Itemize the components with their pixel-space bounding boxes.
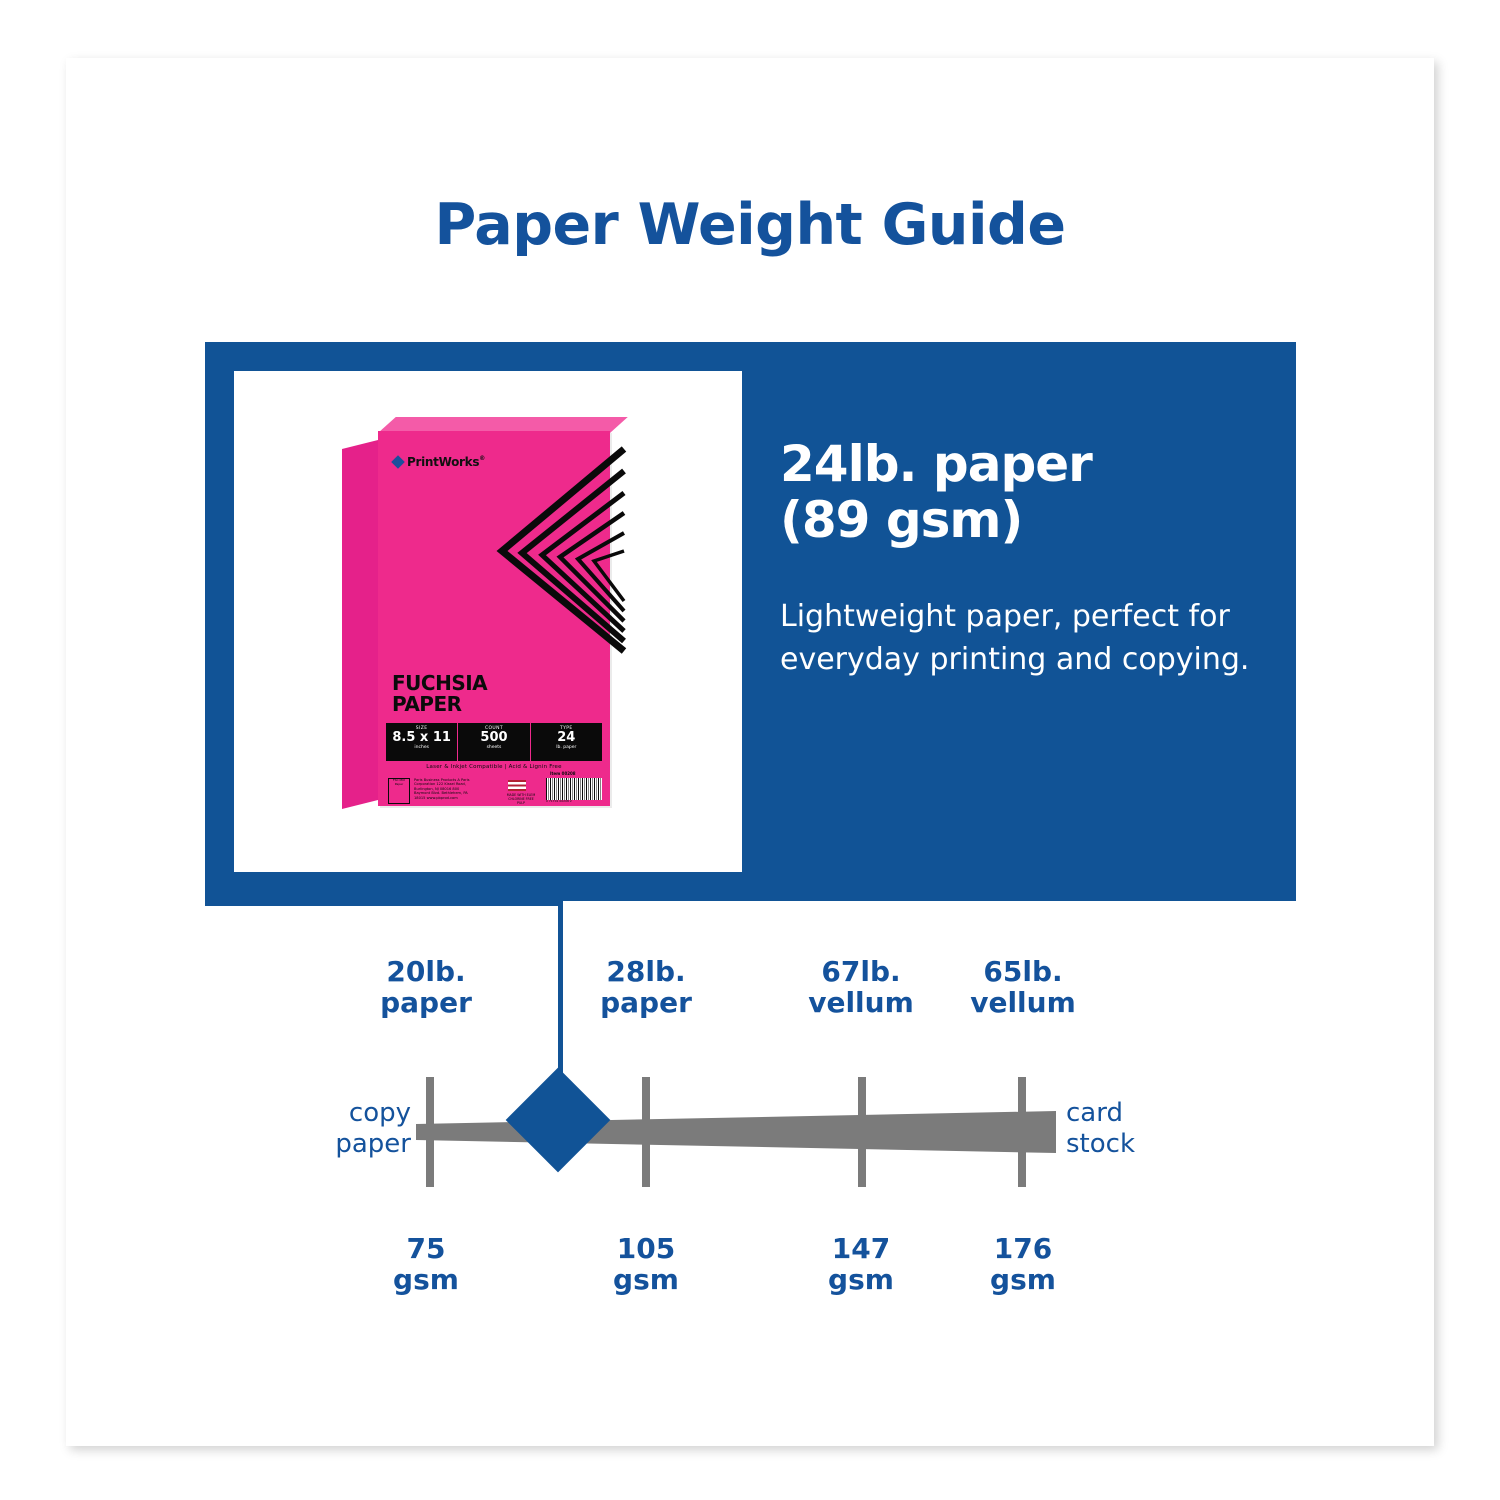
page-title: Paper Weight Guide <box>434 192 1066 258</box>
scale-gsm-176: 176 gsm <box>990 1232 1056 1297</box>
scale-right-label: card stock <box>1066 1098 1135 1160</box>
product-spec-bar <box>386 723 602 761</box>
hero-weight: 24lb. paper (89 gsm) <box>780 435 1092 549</box>
fsc-logo: FSC MIX Paper <box>388 778 410 804</box>
hero-description: Lightweight paper, perfect for everyday printing and copying. <box>780 599 1250 677</box>
usa-flag-icon <box>508 780 526 791</box>
scale-gsm-75: 75 gsm <box>393 1232 459 1297</box>
scale-label-20lb: 20lb. paper <box>380 955 472 1020</box>
barcode-icon <box>546 778 602 800</box>
compatibility-text: Laser & Inkjet Compatible | Acid & Lignin Free <box>426 764 562 770</box>
spec-type: TYPE 24 lb. paper <box>556 726 577 751</box>
scale-gsm-105: 105 gsm <box>613 1232 679 1297</box>
tick-65lb <box>1018 1077 1026 1187</box>
spec-size: SIZE 8.5 x 11 inches <box>386 723 458 761</box>
connector-horizontal <box>205 901 563 906</box>
diamond-icon <box>391 455 405 469</box>
product-image-box <box>234 371 742 872</box>
company-address: Paris Business Products A Paris Corporation 122 Kissel Road, Burlington, NJ 08016 800 Baymont Blvd. Bethlehem, PA 18015 www.pbprod.com <box>414 778 470 800</box>
package-footer <box>388 771 608 805</box>
swoosh-graphic <box>474 445 642 675</box>
scale-left-label: copy paper <box>335 1098 411 1160</box>
made-in-text: MADE WITH ELEM CHLORINE FREE PULP <box>506 793 536 805</box>
scale-gsm-147: 147 gsm <box>828 1232 894 1297</box>
hero-text-block <box>780 436 1250 681</box>
brand-logo: PrintWorks® <box>392 455 485 469</box>
guide-card <box>66 58 1434 1446</box>
product-name: FUCHSIA PAPER <box>392 671 488 716</box>
ream-front <box>378 431 610 806</box>
scale-label-28lb: 28lb. paper <box>600 955 692 1020</box>
paper-ream-illustration <box>342 431 632 816</box>
hero-panel <box>205 342 1296 901</box>
brand-name: PrintWorks <box>407 455 480 469</box>
scale-wedge <box>416 1111 1056 1153</box>
scale-label-65lb: 65lb. vellum <box>970 955 1076 1020</box>
tick-28lb <box>642 1077 650 1187</box>
scale-label-67lb: 67lb. vellum <box>808 955 914 1020</box>
spec-count: COUNT 500 sheets <box>458 723 530 761</box>
tick-20lb <box>426 1077 434 1187</box>
tick-67lb <box>858 1077 866 1187</box>
barcode-number: 0 71701 00208 2 <box>546 799 572 803</box>
sku-text: Item 00208 <box>550 771 576 776</box>
connector-vertical <box>558 901 563 1099</box>
